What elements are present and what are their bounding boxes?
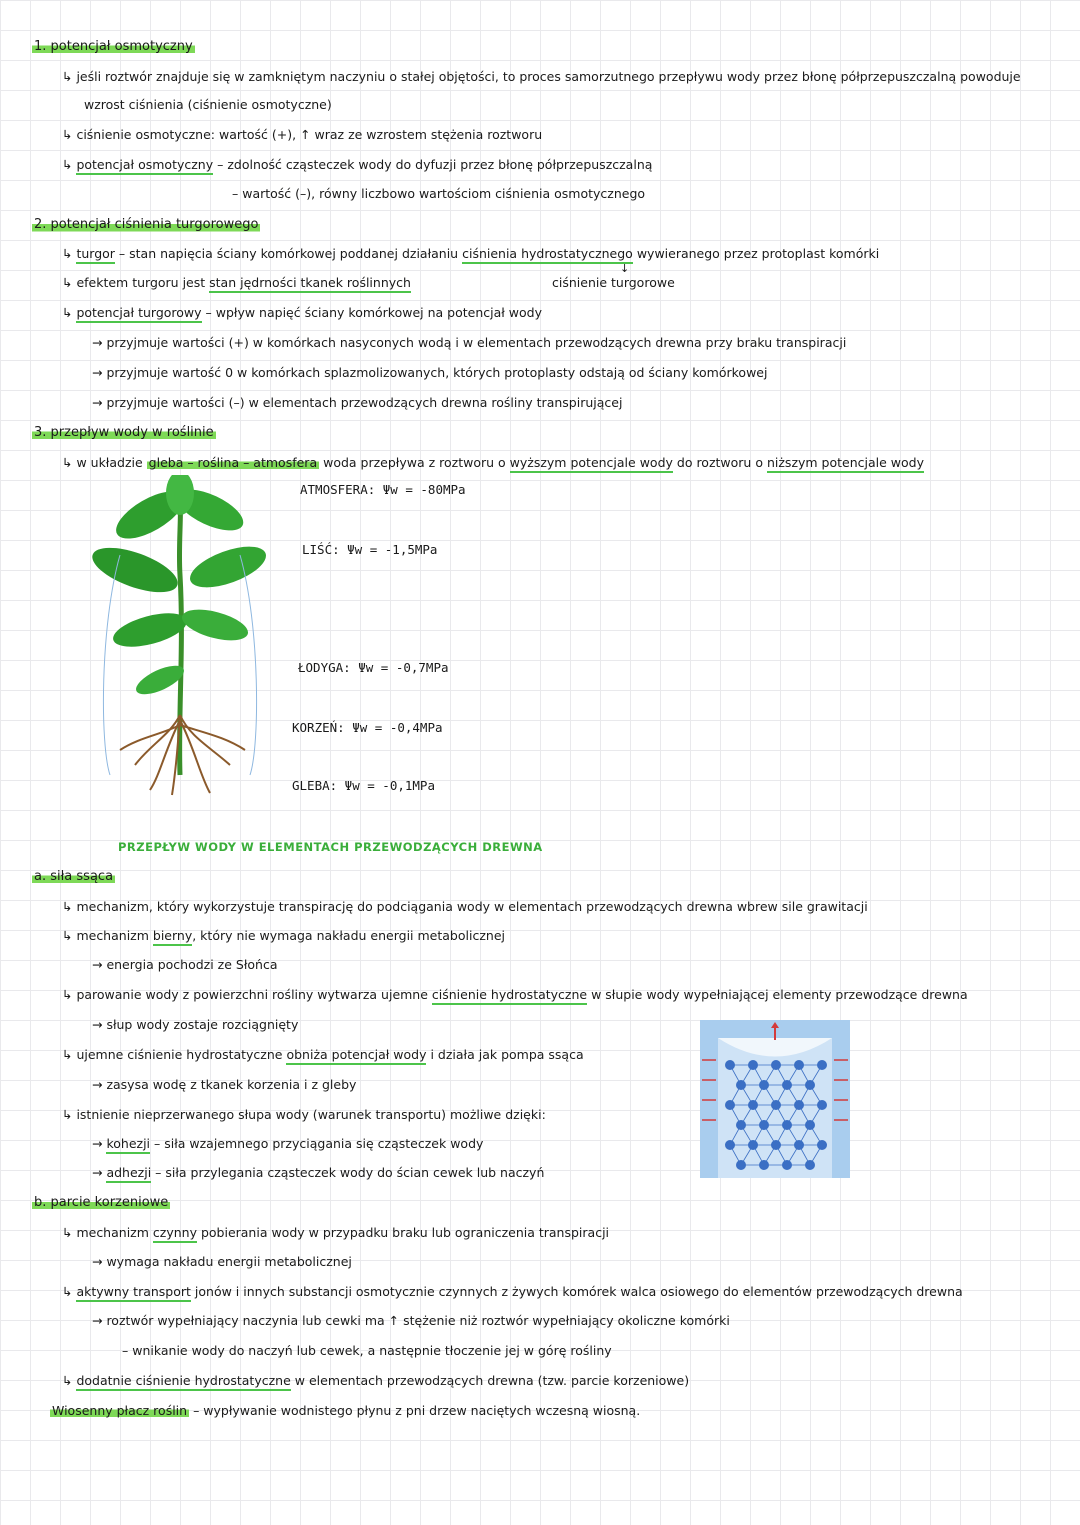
water-molecule <box>737 1081 746 1090</box>
water-flow-arrow <box>240 555 257 775</box>
water-flow-arrow <box>103 555 120 775</box>
water-molecule <box>772 1061 781 1070</box>
s1-line-2: ↳ ciśnienie osmotyczne: wartość (+), ↑ wraz ze wzrostem stężenia roztworu <box>62 127 543 142</box>
xylem-water-column-diagram <box>700 1020 850 1178</box>
section-3-title: 3. przepływ wody w roślinie <box>34 425 214 440</box>
s2-line-2: ↳ efektem turgoru jest stan jędrności tkanek roślinnych <box>62 274 411 292</box>
leaf-icon <box>185 538 270 595</box>
potential-root: KORZEŃ: Ψw = -0,4MPa <box>292 720 443 735</box>
sb-line-4: → roztwór wypełniający naczynia lub cewki ma ↑ stężenie niż roztwór wypełniający okoliczne komórki <box>92 1313 730 1328</box>
sb-line-5: – wnikanie wody do naczyń lub cewek, a następnie tłoczenie jej w górę rośliny <box>122 1343 612 1358</box>
water-molecule <box>772 1101 781 1110</box>
water-molecule <box>760 1081 769 1090</box>
turgor-arrow: ↓ <box>620 262 630 275</box>
water-molecule <box>737 1161 746 1170</box>
potential-leaf: LIŚĆ: Ψw = -1,5MPa <box>302 542 438 557</box>
water-molecule <box>783 1161 792 1170</box>
sb-line-2: → wymaga nakładu energii metabolicznej <box>92 1254 352 1269</box>
sa-line-3: → energia pochodzi ze Słońca <box>92 957 278 972</box>
sa-line-6: ↳ ujemne ciśnienie hydrostatyczne obniża potencjał wody i działa jak pompa ssąca <box>62 1046 584 1064</box>
water-molecule <box>760 1121 769 1130</box>
s1-line-1a: ↳ jeśli roztwór znajduje się w zamkniętym naczyniu o stałej objętości, to proces samorzutnego przepływu wody przez błonę półprzepuszczalną powoduje <box>62 69 1021 84</box>
sa-line-2: ↳ mechanizm bierny, który nie wymaga nakładu energii metabolicznej <box>62 927 505 945</box>
water-molecule <box>806 1121 815 1130</box>
s2-under-label: ciśnienie turgorowe <box>552 275 675 290</box>
s1-line-3b: – wartość (–), równy liczbowo wartościom ciśnienia osmotycznego <box>232 186 646 201</box>
sa-line-1: ↳ mechanizm, który wykorzystuje transpirację do podciągania wody w elementach przewodzących drewna wbrew sile grawitacji <box>62 899 868 914</box>
leaf-icon <box>110 607 191 654</box>
s2-line-1: ↳ turgor – stan napięcia ściany komórkowej poddanej działaniu ciśnienia hydrostatycznego wywieranego przez protoplast komórki <box>62 245 879 263</box>
water-molecule <box>749 1101 758 1110</box>
water-molecule <box>726 1141 735 1150</box>
term-potencjal-osmotyczny: potencjał osmotyczny <box>76 157 213 175</box>
xylem-subtitle: PRZEPŁYW WODY W ELEMENTACH PRZEWODZĄCYCH DREWNA <box>118 840 543 854</box>
s2-bullet-2: → przyjmuje wartość 0 w komórkach splazmolizowanych, których protoplasty odstają od ściany komórkowej <box>92 365 768 380</box>
water-molecule <box>726 1101 735 1110</box>
section-a-title: a. siła ssąca <box>34 869 114 884</box>
sa-line-10: → adhezji – siła przylegania cząsteczek wody do ścian cewek lub naczyń <box>92 1164 544 1182</box>
s2-bullet-3: → przyjmuje wartości (–) w elementach przewodzących drewna rośliny transpirującej <box>92 395 623 410</box>
potential-atmosphere: ATMOSFERA: Ψw = -80MPa <box>300 482 466 497</box>
sa-line-5: → słup wody zostaje rozciągnięty <box>92 1017 299 1032</box>
water-molecule <box>795 1101 804 1110</box>
sa-line-8: ↳ istnienie nieprzerwanego słupa wody (warunek transportu) możliwe dzięki: <box>62 1107 546 1122</box>
water-molecule <box>737 1121 746 1130</box>
water-molecule <box>760 1161 769 1170</box>
s1-line-1b: wzrost ciśnienia (ciśnienie osmotyczne) <box>84 97 332 112</box>
section-2-title: 2. potencjał ciśnienia turgorowego <box>34 217 259 232</box>
section-b-title: b. parcie korzeniowe <box>34 1195 169 1210</box>
water-molecule <box>818 1141 827 1150</box>
plant-illustration <box>80 475 270 805</box>
sa-line-9: → kohezji – siła wzajemnego przyciągania się cząsteczek wody <box>92 1135 483 1153</box>
leaf-icon <box>179 604 251 647</box>
leaf-icon <box>87 539 183 602</box>
water-molecule <box>806 1081 815 1090</box>
sb-line-1: ↳ mechanizm czynny pobierania wody w przypadku braku lub ograniczenia transpiracji <box>62 1224 609 1242</box>
sa-line-7: → zasysa wodę z tkanek korzenia i z gleby <box>92 1077 357 1092</box>
water-molecule <box>795 1061 804 1070</box>
water-molecule <box>783 1081 792 1090</box>
sa-line-4: ↳ parowanie wody z powierzchni rośliny wytwarza ujemne ciśnienie hydrostatyczne w słupie wody wypełniającej elementy przewodzące drewna <box>62 986 968 1004</box>
water-molecule <box>749 1141 758 1150</box>
potential-soil: GLEBA: Ψw = -0,1MPa <box>292 778 435 793</box>
s3-line-1: ↳ w układzie gleba – roślina – atmosfera woda przepływa z roztworu o wyższym potencjale wody do roztworu o niższym potencjale wody <box>62 454 924 472</box>
sb-line-6: ↳ dodatnie ciśnienie hydrostatyczne w elementach przewodzących drewna (tzw. parcie korzeniowe) <box>62 1372 689 1390</box>
potential-stem: ŁODYGA: Ψw = -0,7MPa <box>298 660 449 675</box>
sb-line-7: Wiosenny płacz roślin – wypływanie wodnistego płynu z pni drzew naciętych wczesną wiosną. <box>52 1403 641 1418</box>
water-molecule <box>726 1061 735 1070</box>
sb-line-3: ↳ aktywny transport jonów i innych substancji osmotycznie czynnych z żywych komórek walca osiowego do elementów przewodzących drewna <box>62 1283 963 1301</box>
water-molecule <box>772 1141 781 1150</box>
water-molecule <box>806 1161 815 1170</box>
water-molecule <box>818 1061 827 1070</box>
s2-line-3: ↳ potencjał turgorowy – wpływ napięć ściany komórkowej na potencjał wody <box>62 304 542 322</box>
s1-line-3a: ↳ potencjał osmotyczny – zdolność cząsteczek wody do dyfuzji przez błonę półprzepuszczalną <box>62 156 652 174</box>
water-molecule <box>783 1121 792 1130</box>
s2-bullet-1: → przyjmuje wartości (+) w komórkach nasyconych wodą i w elementach przewodzących drewna przy braku transpiracji <box>92 335 847 350</box>
water-molecule <box>749 1061 758 1070</box>
water-molecule <box>818 1101 827 1110</box>
roots-icon <box>120 715 245 795</box>
water-molecule <box>795 1141 804 1150</box>
section-1-title: 1. potencjał osmotyczny <box>34 39 193 54</box>
